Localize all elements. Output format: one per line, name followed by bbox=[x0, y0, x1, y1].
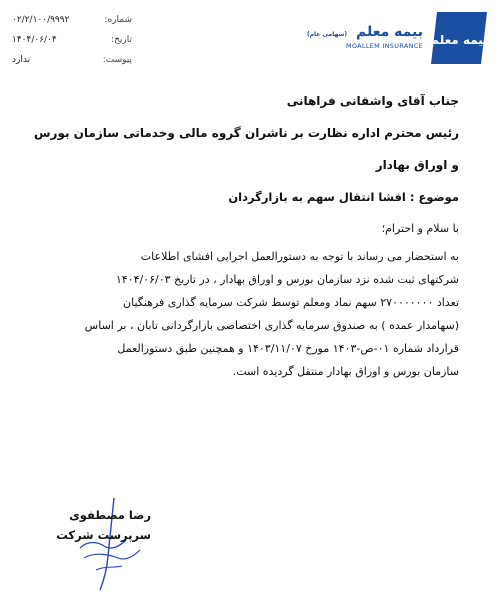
letter-greeting: با سلام و احترام؛ bbox=[381, 222, 459, 235]
body-line: قرارداد شماره ۰۱-ص-۱۴۰۳ مورخ ۱۴۰۳/۱۱/۰۷ و همچنین طبق دستورالعمل bbox=[117, 342, 459, 355]
meta-number-value: ۰۲/۲/۱۰۰/۹۹۹۲ bbox=[12, 15, 70, 25]
body-line: به استحضار می رساند با توجه به دستورالعمل اجرایی افشای اطلاعات bbox=[140, 250, 459, 263]
signer-title: سرپرست شرکت bbox=[56, 528, 151, 542]
company-logo bbox=[306, 10, 489, 70]
letter-meta bbox=[12, 10, 132, 70]
meta-attachment-row bbox=[12, 50, 132, 70]
meta-attachment-label: پیوست: bbox=[102, 55, 132, 65]
logo-name-fa-row bbox=[306, 24, 423, 40]
letter-paragraph bbox=[40, 245, 459, 383]
meta-date-value: ۱۴۰۴/۰۶/۰۴ bbox=[12, 35, 57, 45]
meta-number-row bbox=[12, 10, 132, 30]
body-line: (سهامدار عمده ) به صندوق سرمایه گذاری اختصاصی بازارگردانی تابان ، بر اساس bbox=[84, 319, 459, 332]
meta-number-label: شماره: bbox=[104, 15, 132, 25]
logo-name-fa: بیمه معلم bbox=[356, 24, 423, 40]
logo-mark-text: بیمه معلم bbox=[430, 33, 488, 47]
signature-block bbox=[56, 508, 151, 542]
letter-body bbox=[33, 92, 459, 383]
letter-subject: موضوع : افشا انتقال سهم به بازارگردان bbox=[228, 190, 459, 204]
meta-date-label: تاریخ: bbox=[111, 35, 132, 45]
logo-text-block bbox=[306, 24, 423, 50]
moallem-logo-icon bbox=[429, 10, 489, 66]
recipient-name: جناب آقای واشقانی فراهانی bbox=[286, 94, 459, 108]
body-line: شرکتهای ثبت شده نزد سازمان بورس و اوراق بهادار ، در تاریخ ۱۴۰۴/۰۶/۰۳ bbox=[115, 273, 459, 286]
body-line: تعداد ۲۷۰۰۰۰۰۰۰ سهم نماد ومعلم توسط شرکت سرمایه گذاری فرهنگیان bbox=[123, 296, 459, 309]
recipient-title-line-1: رئیس محترم اداره نظارت بر ناشران گروه مالی وخدماتی سازمان بورس bbox=[33, 126, 459, 140]
logo-name-en: MOALLEM INSURANCE bbox=[345, 42, 423, 50]
signer-name: رضا مصطفوی bbox=[69, 508, 151, 522]
recipient-title-line-2: و اوراق بهادار bbox=[375, 158, 459, 172]
logo-name-suffix: (سهامی عام) bbox=[306, 31, 348, 38]
body-line: سازمان بورس و اوراق بهادار منتقل گردیده است. bbox=[232, 365, 459, 378]
meta-attachment-value: ندارد bbox=[12, 55, 31, 65]
meta-date-row bbox=[12, 30, 132, 50]
